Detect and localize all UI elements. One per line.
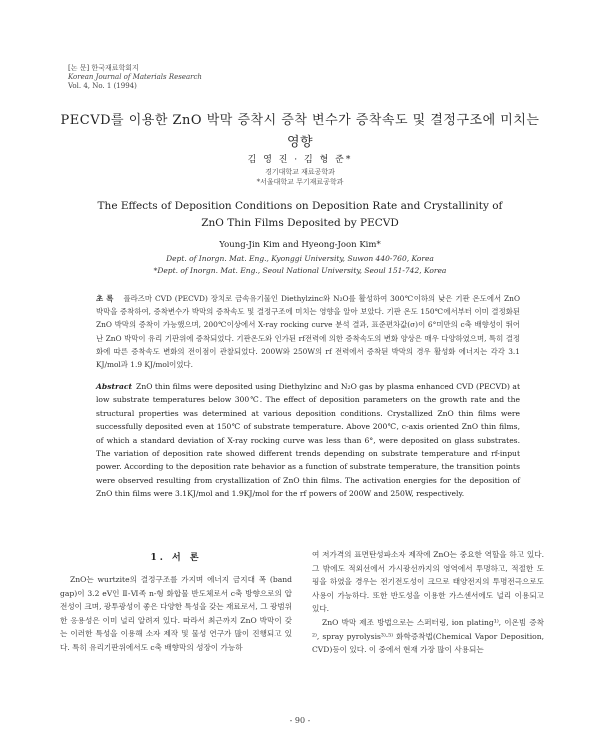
title-english: The Effects of Deposition Conditions on Deposition Rate and Crystallinity of ZnO Thin Films Deposited by PECVD	[97, 200, 503, 229]
journal-volume: Vol. 4, No. 1 (1994)	[68, 82, 137, 90]
intro-paragraph-right-2: ZnO 박막 제조 방법으로는 스퍼터링, ion plating¹⁾, 이온빔 증착²⁾, spray pyrolysis³⁾·⁵⁾ 화학증착법(Chemical Vapor Deposition, CVD)등이 있다. 이 중에서 현재 가장 많이 사용되는	[312, 617, 544, 655]
authors-korean: 김 영 진 · 김 형 준*	[247, 155, 353, 165]
abstract-korean-label: 초 록	[96, 294, 114, 303]
abstract-english-label: Abstract	[96, 382, 133, 391]
intro-paragraph-left: ZnO는 wurtzite의 결정구조를 가지며 에너지 금지대 폭 (band gap)이 3.2 eV인 Ⅱ-Ⅵ족 n-형 화합물 반도체로서 c축 방향으로의 압전성이 크며, 광투광성이 좋은 다양한 특성을 갖는 재료로서, 그 광범위한 응용성은 이미 널리 알려져 있다. 따라서 최근까지 ZnO 박막이 갖는 이러한 특성을 이용해 소자 제작 및 물성 연구가 많이 진행되고 있다. 특히 유리기판위에서도 c축 배향막의 성장이 가능하	[60, 575, 292, 652]
abstract-english-text: ZnO thin films were deposited using Diethylzinc and N₂O gas by plasma enhanced CVD (PECVD) at low substrate temperatures below 300℃. The effect of deposition parameters on the growth rate and the structural properties was determined at various deposition conditions. Crystallized ZnO thin films were successfully deposited even at 150℃ of substrate temperature. Above 200℃, c-axis oriented ZnO thin films, of which a standard deviation of X-ray rocking curve was less than 6°, were deposited on glass substrates. The variation of deposition rate showed different trends depending on substrate temperature and rf-input power. According to the deposition rate behavior as a function of substrate temperature, the transition points were observed resulting from crystallization of ZnO thin films. The activation energies for the deposition of ZnO thin films were 3.1KJ/mol and 1.9KJ/mol for the rf powers of 200W and 250W, respectively.	[96, 382, 520, 499]
abstract-english	[96, 380, 520, 501]
abstract-korean-text: 플라즈마 CVD (PECVD) 장치로 금속유기물인 Diethylzinc와 N₂O를 활성하여 300℃이하의 낮은 기판 온도에서 ZnO 박막을 증착하여, 증착변수가 박막의 증착속도 및 결정구조에 미치는 영향을 알아 보았다. 기판 온도 150℃에서부터 이미 결정화된 ZnO 박막의 증착이 가능했으며, 200℃이상에서 X-ray rocking curve 분석 결과, 표준편차값(σ)이 6°미만의 c축 배향성이 뛰어난 ZnO 박막이 유리 기판위에 증착되었다. 기판온도와 인가된 rf전력에 의한 증착속도의 변화 양상은 매우 다양하였으며, 특히 결정화에 따른 증착속도 변화의 전이점이 관찰되었다. 200W와 250W의 rf 전력에서 증착된 박막의 경우 활성화 에너지는 각각 3.1 KJ/mol과 1.9 KJ/mol이었다.	[96, 294, 521, 370]
journal-name-ko: [논 문] 한국재료학회지	[68, 64, 139, 72]
abstract-korean	[96, 292, 520, 371]
affiliation-ko-1: 경기대학교 재료공학과	[265, 168, 335, 176]
affiliation-ko-2: *서울대학교 무기재료공학과	[256, 178, 344, 186]
affiliations-korean	[0, 167, 600, 187]
affiliations-english	[0, 253, 600, 277]
affiliation-en-1: Dept. of Inorgn. Mat. Eng., Kyonggi University, Suwon 440-760, Korea	[166, 254, 434, 263]
authors-english: Young-Jin Kim and Hyeong-Joon Kim*	[219, 240, 381, 250]
journal-header	[68, 64, 202, 91]
intro-paragraph-right-1: 여 저가격의 표면탄성파소자 제작에 ZnO는 중요한 역할을 하고 있다. 그 밖에도 적외선에서 가시광선까지의 영역에서 투명하고, 적절한 도핑을 하였을 경우는 전기전도성이 크므로 태양전지의 투명전극으로도 사용이 가능하다. 또한 반도성을 이용한 가스센서에도 널리 이용되고 있다.	[312, 550, 544, 614]
journal-name-en: Korean Journal of Materials Research	[68, 73, 202, 81]
body-column-left	[60, 548, 292, 655]
body-column-right	[312, 548, 544, 657]
section-heading: 1. 서 론	[150, 553, 202, 563]
title-korean: PECVD를 이용한 ZnO 박막 증착시 증착 변수가 증착속도 및 결정구조에 미치는 영향	[60, 113, 540, 150]
affiliation-en-2: *Dept. of Inorgn. Mat. Eng., Seoul National University, Seoul 151-742, Korea	[153, 266, 447, 275]
page-number: - 90 -	[289, 716, 311, 725]
